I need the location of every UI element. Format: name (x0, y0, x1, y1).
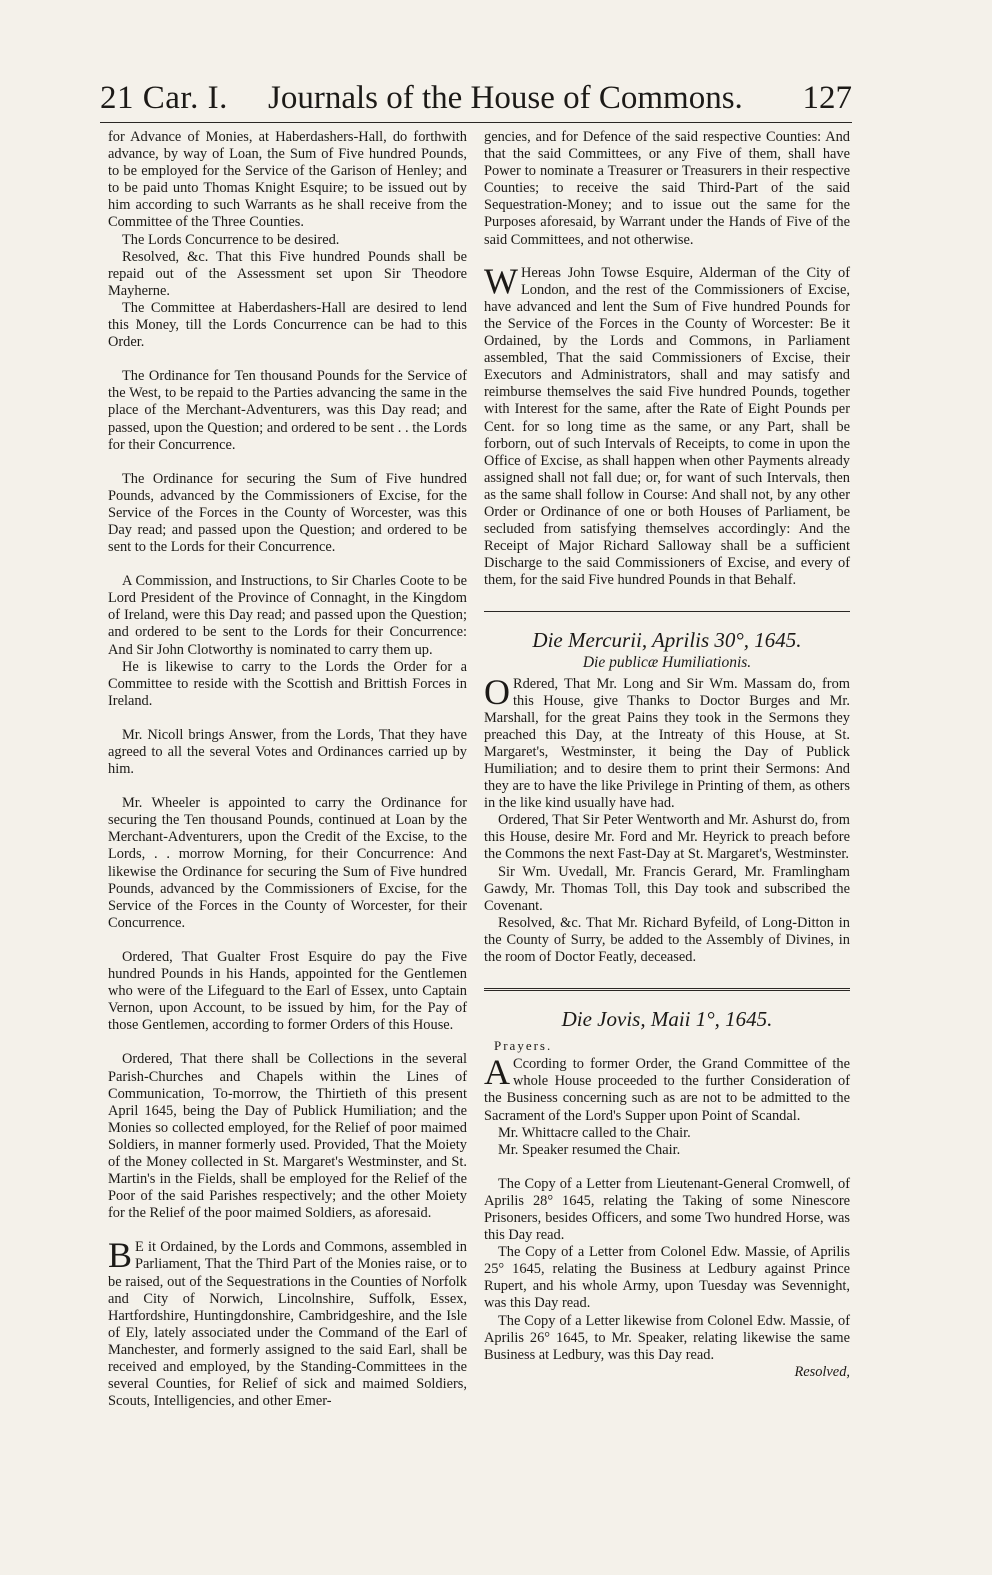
paragraph: Ordered, That there shall be Collections in the several Parish-Churches and Chapels within the Lines of Communication, To-morrow, the Thirtieth of this present April 1645, being the Day of Publick Humiliation; and the Monies so collected employed, for the Relief of poor maimed Soldiers, in manner formerly used. Provided, That the Moiety of the Money collected in St. Margaret's Westminster, and St. Martin's in the Fields, shall be employed for the Relief of the Poor of the said Parishes respectively; and the other Moiety for the Relief of the poor maimed Soldiers, as aforesaid. (108, 1051, 467, 1222)
paragraph: A Commission, and Instructions, to Sir Charles Coote to be Lord President of the Province of Connaght, in the Kingdom of Ireland, were this Day read; and passed upon the Question; and ordered to be sent to the Lords for their Concurrence: And Sir John Clotworthy is nominated to carry them up. (108, 573, 467, 658)
journal-title: Journals of the House of Commons. (268, 80, 743, 116)
paragraph: He is likewise to carry to the Lords the Order for a Committee to reside with the Scottish and Brittish Forces in Ireland. (108, 658, 467, 709)
left-column (108, 129, 467, 1410)
whereas-paragraph: WHereas John Towse Esquire, Alderman of the City of London, and the rest of the Commissioners of Excise, have advanced and lent the Sum of Five hundred Pounds for the Service of the Forces in the County of Worcester: Be it Ordained, by the Lords and Commons, in Parliament assembled, That the said Commissioners of Excise, their Executors and Administrators, shall and may satisfy and reimburse themselves the said Five hundred Pounds, together with Interest for the same, after the Rate of Eight Pounds per Cent. for so long time as the same, or any Part, shall be forborn, out of such Intervals of Receipts, to come in upon the Office of Excise, as shall happen when other Payments already assigned shall not fall due; or, for want of such Intervals, then as the same shall follow in Course: And shall not, by any other Order or Ordinance of one or both Houses of Parliament, be secluded from satisfying themselves accordingly: And the Receipt of Major Richard Salloway shall be a sufficient Discharge to the said Commissioners of Excise, and every of them, for the said Five hundred Pounds in that Behalf. (484, 260, 850, 589)
paragraph: The Lords Concurrence to be desired. (122, 231, 340, 248)
paragraph: Resolved, &c. That this Five hundred Pounds shall be repaid out of the Assessment set upon Sir Theodore Mayherne. (108, 248, 467, 299)
paragraph: Mr. Nicoll brings Answer, from the Lords, That they have agreed to all the several Votes and Ordinances carried up by him. (108, 726, 467, 778)
paragraph: Resolved, &c. That Mr. Richard Byfeild, of Long-Ditton in the County of Surry, be added to the Assembly of Divines, in the room of Doctor Featly, deceased. (484, 914, 850, 966)
paragraph: Ordered, That Gualter Frost Esquire do pay the Five hundred Pounds in his Hands, appointed for the Gentlemen who were of the Lifeguard to the Earl of Essex, unto Captain Vernon, upon Account, to be issued by him, for the Pay of those Gentlemen, according to former Orders of this House. (108, 948, 467, 1034)
paragraph: The Committee at Haberdashers-Hall are desired to lend this Money, till the Lords Concurrence can be had to this Order. (108, 299, 467, 351)
paragraph: Mr. Speaker resumed the Chair. (498, 1141, 681, 1158)
day-heading: Die Mercurii, Aprilis 30°, 1645. (532, 628, 802, 653)
paragraph: Sir Wm. Uvedall, Mr. Francis Gerard, Mr. Framlingham Gawdy, Mr. Thomas Toll, this Day took and subscribed the Covenant. (484, 863, 850, 914)
paragraph: Mr. Whittacre called to the Chair. (498, 1124, 691, 1141)
prayers-label: Prayers. (494, 1038, 553, 1054)
regnal-year: 21 Car. I. (100, 80, 228, 116)
paragraph: The Ordinance for securing the Sum of Five hundred Pounds, advanced by the Commissioners of Excise, for the Service of the Forces in the County of Worcester, was this Day read; and passed upon the Question; and ordered to be sent to the Lords for their Concurrence. (108, 470, 467, 556)
paragraph: Ordered, That Sir Peter Wentworth and Mr. Ashurst do, from this House, desire Mr. Ford and Mr. Heyrick to preach before the Commons the next Fast-Day at St. Margaret's, Westminster. (484, 812, 850, 863)
paragraph: ACcording to former Order, the Grand Committee of the whole House proceeded to the further Consideration of the Business concerning such as are not to be admitted to the Sacrament of the Lord's Supper upon Point of Scandal. (484, 1052, 850, 1124)
section-rule (484, 611, 850, 612)
paragraph: Mr. Wheeler is appointed to carry the Ordinance for securing the Ten thousand Pounds, continued at Loan by the Merchant-Adventurers, upon the Credit of the Excise, to the Lords, . . morrow Morning, for their Concurrence: And likewise the Ordinance for securing the Sum of Five hundred Pounds, advanced by the Commissioners of Excise, for the Service of the Forces in the County of Worcester, for their Concurrence. (108, 795, 467, 931)
paragraph: The Copy of a Letter likewise from Colonel Edw. Massie, of Aprilis 26° 1645, to Mr. Speaker, relating likewise the same Business at Ledbury, was this Day read. (484, 1312, 850, 1363)
paragraph: ORdered, That Mr. Long and Sir Wm. Massam do, from this House, give Thanks to Doctor Burges and Mr. Marshall, for the great Pains they took in the Sermons they preached this Day, at the Intreaty of this House, at St. Margaret's, Westminster, it being the Day of Publick Humiliation; and to desire them to print their Sermons: And they are to have the like Privilege in Printing of them, as others in the like kind usually have had. (484, 671, 850, 812)
page-number: 127 (802, 80, 852, 116)
paragraph: The Copy of a Letter from Colonel Edw. Massie, of Aprilis 25° 1645, relating the Business at Ledbury against Prince Rupert, and his whole Army, upon Tuesday was Sevennight, was this Day read. (484, 1244, 850, 1312)
paragraph: for Advance of Monies, at Haberdashers-Hall, do forthwith advance, by way of Loan, the Sum of Five hundred Pounds, to be employed for the Service of the Garison of Henley; and to be paid unto Thomas Knight Esquire; to be issued out by him according to such Warrants as he shall receive from the Committee of the Three Counties. (108, 129, 467, 231)
running-header (100, 78, 852, 123)
paragraph: gencies, and for Defence of the said respective Counties: And that the said Committees, or any Five of them, shall have Power to nominate a Treasurer or Treasurers in their respective Counties; to receive the said Third-Part of the said Sequestration-Money; and to issue out the same for the Purposes aforesaid, by Warrant under the Hands of Five of the said Committees, and not otherwise. (484, 129, 850, 248)
day-heading: Die Jovis, Maii 1°, 1645. (561, 1007, 773, 1032)
paragraph: The Copy of a Letter from Lieutenant-General Cromwell, of Aprilis 28° 1645, relating the Taking of some Ninescore Prisoners, besides Officers, and some Two hundred Horse, was this Day read. (484, 1175, 850, 1244)
right-column (484, 129, 850, 1381)
paragraph: The Ordinance for Ten thousand Pounds for the Service of the West, to be repaid to the Parties advancing the same in the place of the Merchant-Adventurers, was this Day read; and passed, upon the Question; and ordered to be sent . . the Lords for their Concurrence. (108, 368, 467, 453)
section-rule (484, 988, 850, 991)
ordinance-paragraph: BE it Ordained, by the Lords and Commons, assembled in Parliament, That the Third Part of the Monies raise, or to be raised, out of the Sequestrations in the Counties of Norfolk and City of Norwich, Lincolnshire, Suffolk, Essex, Hartfordshire, Huntingdonshire, Cambridgeshire, and the Isle of Ely, lately associated under the Command of the Earl of Manchester, and formerly assigned to the said Earl, shall be received and employed, by the Standing-Committees in the several Counties, for Relief of sick and maimed Soldiers, Scouts, Intelligencies, and other Emer- (108, 1235, 467, 1410)
catchword: Resolved, (794, 1363, 850, 1380)
day-subheading: Die publicæ Humiliationis. (582, 654, 752, 672)
